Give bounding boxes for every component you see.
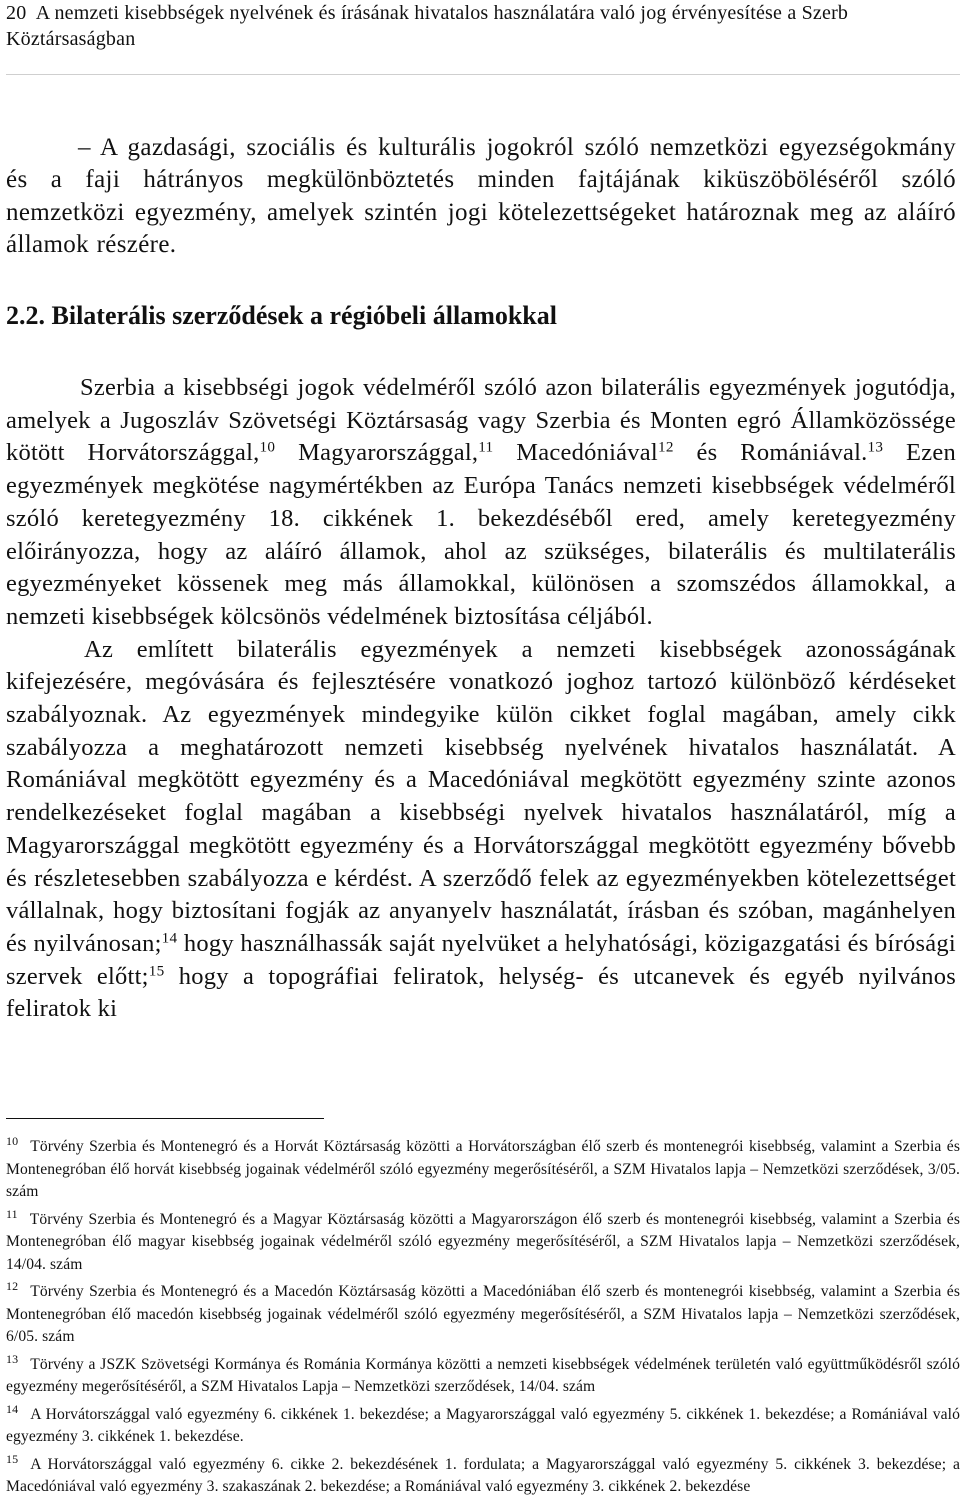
- footnote-number: 11: [6, 1206, 18, 1221]
- footnote-number: 15: [6, 1451, 19, 1466]
- footnote-number: 12: [6, 1279, 19, 1294]
- footnotes: [6, 1136, 960, 1504]
- footnote-number: 13: [6, 1351, 19, 1366]
- footnote-ref-14[interactable]: 14: [161, 929, 178, 947]
- paragraph-2: Az említett bilaterális egyezmények a nemzeti kisebbségek azonosságának kifejezésére, megóvására és fejlesztésére vonatkozó joghoz tartozó különböző kérdéseket szabályoznak. Az egyezmények mindegyike külön cikket foglal magában, amely cikk szabályozza a meghatározott nemzeti kisebbség nyelvének hivatalos használatát. A Romániával megkötött egyezmény és a Macedóniával megkötött egyezmény szinte azonos rendelkezéseket foglal magában a kisebbségi nyelvek hivatalos használatáról, míg a Magyarországgal megkötött egyezmény és a Horvátországgal megkötött egyezmény bővebb és részletesebben szabályozza e kérdést. A szerződő felek az egyezményekben kötelezettséget vállalnak, hogy biztosítani fogják az anyanyelv használatát, írásban és szóban, magánhelyen és nyilvánosan;$^{14}$ hogy használhassák saját nyelvüket a helyhatósági, közigazgatási és bírósági szervek előtt;$^{15}$ hogy a topográfiai feliratok, helység- és utcanevek és egyéb nyilvános feliratok ki: [6, 635, 956, 1023]
- footnote-text: Törvény Szerbia és Montenegró és a Magyar Köztársaság közötti a Magyarországon élő szerb és montenegrói kisebbség, valamint a Szerbia és Montenegróban élő magyar kisebbség jogainak védelméről szóló egyezmény megerősítéséről, a SZM Hivatalos lapja – Nemzetközi szerződések, 14/04. szám: [6, 1210, 960, 1273]
- footnote-ref-10[interactable]: 10: [259, 439, 276, 457]
- footnote-12: [6, 1281, 960, 1349]
- section-number: 2.2.: [6, 301, 45, 330]
- footnote-divider: [6, 1118, 324, 1119]
- footnote-ref-12[interactable]: 12: [658, 439, 674, 457]
- footnote-text: A Horvátországgal való egyezmény 6. cikkének 1. bekezdése; a Magyarországgal való egyezmény 5. cikkének 1. bekezdése; a Romániával való egyezmény 3. cikkének 1. bekezdése.: [6, 1405, 960, 1446]
- footnote-number: 14: [6, 1401, 19, 1416]
- footnote-text: A Horvátországgal való egyezmény 6. cikke 2. bekezdésének 1. fordulata; a Magyarországgal való egyezmény 5. cikkének 3. bekezdése; a Macedóniával való egyezmény 3. szakaszának 2. bekezdése; a Romániával való egyezmény 3. cikkének 2. bekezdése: [6, 1455, 960, 1496]
- footnote-11: [6, 1206, 960, 1277]
- footnote-14: [6, 1401, 960, 1449]
- footnote-ref-15[interactable]: 15: [148, 962, 165, 980]
- footnote-ref-11[interactable]: 11: [478, 439, 494, 457]
- footnote-ref-13[interactable]: 13: [867, 439, 884, 457]
- running-header: [6, 0, 956, 52]
- footnote-text: Törvény Szerbia és Montenegró és a Horvát Köztársaság közötti a Horvátországban élő szerb és montenegrói kisebbség, valamint a Szerbia és Montenegróban élő horvát kisebbség jogainak védelméről szóló egyezmény megerősítéséről, a SZM Hivatalos lapja – Nemzetközi szerződések, 3/05. szám: [6, 1138, 960, 1201]
- footnote-15: [6, 1451, 960, 1499]
- section-title: Bilaterális szerződések a régióbeli államokkal: [51, 301, 557, 330]
- footnote-number: 10: [6, 1134, 19, 1148]
- footnote-10: [6, 1136, 960, 1204]
- footnote-text: Törvény a JSZK Szövetségi Kormánya és Románia Kormánya közötti a nemzeti kisebbségek védelmének területén való együttműködésről szóló egyezmény megerősítéséről, a SZM Hivatalos Lapja – Nemzetközi szerződések, 14/04. szám: [6, 1355, 960, 1396]
- body-text: [6, 372, 956, 1026]
- page-number: 20: [6, 2, 27, 24]
- header-divider: [6, 74, 960, 75]
- footnote-13: [6, 1351, 960, 1399]
- paragraph-1: Szerbia a kisebbségi jogok védelméről szóló azon bilaterális egyezmények jogutódja, amelyek a Jugoszláv Szövetségi Köztársaság vagy Szerbia és Monten egró Államközössége kötött Horvátországgal,$^{10}$ Magyarországgal,$^{11}$ Macedóniával$^{12}$ és Romániával.$^{13}$ Ezen egyezmények megkötése nagymértékben az Európa Tanács nemzeti kisebbségek védelméről szóló keretegyezmény 18. cikkének 1. bekezdéséből ered, amely keretegyezmény előirányozza, hogy az aláíró államok, ahol az szükséges, bilaterális és multilaterális egyezményeket kössenek meg más államokkal, különösen a szomszédos államokkal, a nemzeti kisebbségek kölcsönös védelmének biztosítása céljából.: [6, 374, 957, 630]
- footnote-text: Törvény Szerbia és Montenegró és a Macedón Köztársaság közötti a Macedóniában élő szerb és montenegrói kisebbség, valamint a Szerbia és Montenegróban élő macedón kisebbség jogainak védelméről szóló egyezmény megerősítéséről, a SZM Hivatalos lapja – Nemzetközi szerződések, 6/05. szám: [6, 1283, 960, 1346]
- bullet-paragraph: – A gazdasági, szociális és kulturális jogokról szóló nemzetközi egyezségokmány és a faji hátrányos megkülönböztetés minden fajtájának kiküszöböléséről szóló nemzetközi egyezmény, amelyek szintén jogi kötelezettségeket határoznak meg az aláíró államok részére.: [6, 134, 956, 258]
- section-heading: [6, 300, 956, 332]
- running-title: A nemzeti kisebbségek nyelvének és írásának hivatalos használatára való jog érvényesítése a Szerb Köztársaságban: [6, 2, 849, 50]
